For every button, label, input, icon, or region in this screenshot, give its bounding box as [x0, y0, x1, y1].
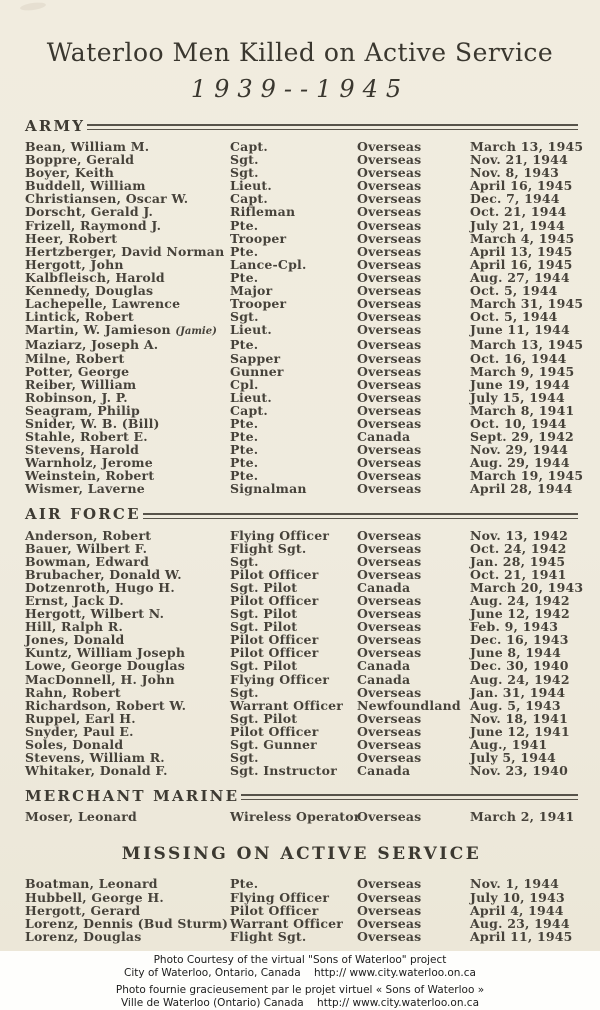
location-cell: Overseas	[357, 204, 422, 220]
location-cell: Overseas	[357, 553, 422, 569]
section-title: ARMY	[25, 116, 86, 135]
name-text: Buddell, William	[25, 178, 146, 194]
name-cell	[25, 323, 230, 338]
location-cell: Overseas	[357, 915, 422, 931]
name-text: Warnholz, Jerome	[25, 455, 153, 471]
date-cell: June 11, 1944	[470, 322, 570, 338]
date-cell: Aug. 24, 1942	[470, 593, 570, 608]
section-title: MERCHANT MARINE	[25, 786, 240, 805]
name-text: Hergott, John	[25, 256, 124, 272]
rank-cell: Flight Sgt.	[230, 540, 307, 556]
name-text: Hubbell, George H.	[25, 889, 164, 905]
date-cell: Aug. 24, 1942	[470, 671, 570, 687]
location-cell: Canada	[357, 658, 411, 674]
section-rows	[25, 877, 578, 942]
date-cell: July 5, 1944	[470, 750, 556, 766]
section-rows	[25, 810, 578, 823]
date-cell: July 10, 1943	[470, 889, 565, 905]
location-cell: Overseas	[357, 889, 422, 905]
section-rule	[241, 794, 578, 800]
name-text: Whitaker, Donald F.	[25, 763, 168, 779]
name-text: Jones, Donald	[25, 632, 125, 648]
name-text: Dotzenroth, Hugo H.	[25, 579, 175, 595]
section-header	[25, 787, 578, 804]
date-cell: July 15, 1944	[470, 389, 565, 405]
date-cell: Aug. 23, 1944	[470, 915, 570, 931]
date-cell: Nov. 29, 1944	[470, 442, 568, 458]
location-cell: Overseas	[357, 632, 422, 648]
location-cell: Overseas	[357, 389, 422, 405]
date-cell: Aug. 27, 1944	[470, 269, 570, 285]
name-text: Reiber, William	[25, 376, 137, 392]
date-cell: Oct. 21, 1944	[470, 204, 567, 220]
location-cell: Overseas	[357, 191, 422, 207]
date-cell: Oct. 5, 1944	[470, 283, 558, 299]
name-text: Milne, Robert	[25, 350, 125, 366]
rank-cell: Signalman	[230, 481, 307, 497]
name-text: Anderson, Robert	[25, 527, 152, 543]
rank-cell: Sgt.	[230, 750, 259, 766]
name-text: Bowman, Edward	[25, 553, 150, 569]
date-cell: Aug., 1941	[470, 737, 548, 753]
location-cell: Canada	[357, 671, 411, 687]
rank-cell: Sgt.	[230, 152, 259, 168]
date-cell: March 4, 1945	[470, 230, 575, 246]
date-cell: Nov. 21, 1944	[470, 152, 568, 168]
caption-line: City of Waterloo, Ontario, Canada http:// www.city.waterloo.on.ca	[124, 967, 476, 979]
name-cell	[25, 482, 230, 495]
rank-cell: Sgt. Instructor	[230, 763, 337, 779]
table-row	[25, 930, 578, 943]
date-cell: June 12, 1942	[470, 606, 570, 622]
rank-cell: Trooper	[230, 296, 287, 312]
date-cell: Nov. 8, 1943	[470, 165, 560, 181]
date-cell: April 4, 1944	[470, 902, 564, 918]
rank-cell: Sgt.	[230, 553, 259, 569]
location-cell: Overseas	[357, 527, 422, 543]
date-cell: April 11, 1945	[470, 928, 573, 944]
caption-line: Ville de Waterloo (Ontario) Canada http:// www.city.waterloo.on.ca	[120, 997, 480, 1009]
section-title: AIR FORCE	[25, 505, 141, 524]
location-cell: Overseas	[357, 283, 422, 299]
name-text: Dorscht, Gerald J.	[25, 204, 154, 220]
rank-cell: Pilot Officer	[230, 566, 319, 582]
date-cell: July 21, 1944	[470, 217, 565, 233]
rank-cell: Sgt. Pilot	[230, 658, 298, 674]
location-cell: Overseas	[357, 928, 422, 944]
location-cell: Overseas	[357, 566, 422, 582]
location-cell: Overseas	[357, 750, 422, 766]
date-cell: Nov. 13, 1942	[470, 527, 568, 543]
name-text: Robinson, J. P.	[25, 389, 128, 405]
location-cell: Overseas	[357, 376, 422, 392]
rank-cell: Rifleman	[230, 204, 296, 220]
name-text: Stahle, Robert E.	[25, 429, 148, 445]
location-cell: Overseas	[357, 468, 422, 484]
name-text: Hill, Ralph R.	[25, 619, 124, 635]
name-text: Lowe, George Douglas	[25, 658, 186, 674]
name-text: Richardson, Robert W.	[25, 697, 187, 713]
name-text: Ernst, Jack D.	[25, 593, 124, 608]
date-cell: March 13, 1945	[470, 337, 584, 353]
name-text: Christiansen, Oscar W.	[25, 191, 189, 207]
date-cell: April 28, 1944	[470, 481, 573, 497]
date-cell: Dec. 7, 1944	[470, 191, 560, 207]
name-text: Kuntz, William Joseph	[25, 645, 186, 661]
name-cell	[25, 764, 230, 777]
name-text: Hergott, Wilbert N.	[25, 606, 165, 622]
section-rule	[143, 513, 578, 519]
name-text: Lorenz, Douglas	[25, 928, 142, 944]
name-text: Boatman, Leonard	[25, 876, 158, 892]
name-text: Maziarz, Joseph A.	[25, 337, 159, 353]
date-cell: Sept. 29, 1942	[470, 429, 574, 445]
location-cell: Overseas	[357, 606, 422, 622]
location-cell: Overseas	[357, 363, 422, 379]
date-cell: Aug. 29, 1944	[470, 455, 570, 471]
location-cell: Overseas	[357, 322, 422, 338]
date-cell: Dec. 30, 1940	[470, 658, 569, 674]
location-cell: Overseas	[357, 442, 422, 458]
page-subtitle: 1939--1945	[190, 75, 410, 103]
location-cell: Overseas	[357, 415, 422, 431]
rank-cell: Flying Officer	[230, 889, 330, 905]
name-text: Potter, George	[25, 363, 130, 379]
name-text: Boyer, Keith	[25, 165, 115, 181]
rank-cell: Sgt.	[230, 309, 259, 325]
section-title-centered: MISSING ON ACTIVE SERVICE	[121, 844, 482, 865]
section-rows	[25, 139, 584, 497]
rank-cell: Flying Officer	[230, 527, 330, 543]
rank-cell: Warrant Officer	[230, 697, 344, 713]
rank-cell: Pilot Officer	[230, 902, 319, 918]
location-cell: Overseas	[357, 337, 422, 353]
caption-line: Photo Courtesy of the virtual "Sons of Waterloo" project	[153, 954, 447, 966]
date-cell: Aug. 5, 1943	[470, 697, 561, 713]
photo-caption	[0, 951, 600, 1010]
rank-cell: Pte.	[230, 455, 259, 471]
name-text: Hergott, Gerard	[25, 902, 141, 918]
location-cell: Overseas	[357, 269, 422, 285]
name-text: Ruppel, Earl H.	[25, 710, 136, 726]
date-cell: Jan. 31, 1944	[470, 684, 566, 700]
name-text: Frizell, Raymond J.	[25, 217, 162, 233]
name-text: Snider, W. B. (Bill)	[25, 415, 160, 431]
location-cell: Overseas	[357, 619, 422, 635]
name-note: (Jamie)	[175, 326, 217, 338]
date-cell: March 19, 1945	[470, 468, 584, 484]
location-cell: Overseas	[357, 737, 422, 753]
location-cell: Overseas	[357, 481, 422, 497]
date-cell: Oct. 21, 1941	[470, 566, 567, 582]
name-text: Lorenz, Dennis (Bud Sturm)	[25, 915, 229, 931]
location-cell: Overseas	[357, 178, 422, 194]
page-title: Waterloo Men Killed on Active Service	[46, 38, 554, 67]
rank-cell: Pte.	[230, 468, 259, 484]
rank-cell: Sgt. Gunner	[230, 737, 317, 753]
table-row	[25, 764, 578, 777]
name-text: MacDonnell, H. John	[25, 671, 175, 687]
location-cell: Overseas	[357, 723, 422, 739]
section-header	[25, 117, 578, 134]
rank-cell: Capt.	[230, 139, 268, 154]
name-text: Bauer, Wilbert F.	[25, 540, 148, 556]
rank-cell: Gunner	[230, 363, 284, 379]
rank-cell: Pte.	[230, 269, 259, 285]
location-cell: Overseas	[357, 902, 422, 918]
name-text: Moser, Leonard	[25, 809, 137, 825]
name-text: Soles, Donald	[25, 737, 124, 753]
rank-cell: Trooper	[230, 230, 287, 246]
location-cell: Newfoundland	[357, 697, 461, 713]
caption-line: Photo fournie gracieusement par le projet virtuel « Sons of Waterloo »	[115, 984, 485, 996]
date-cell: June 8, 1944	[470, 645, 561, 661]
location-cell: Overseas	[357, 350, 422, 366]
name-text: Martin, W. Jamieson	[25, 322, 176, 338]
date-cell: April 16, 1945	[470, 178, 573, 194]
date-cell: March 20, 1943	[470, 579, 584, 595]
date-cell: March 8, 1941	[470, 402, 575, 418]
rank-cell: Sapper	[230, 350, 281, 366]
location-cell: Overseas	[357, 165, 422, 181]
date-cell: Nov. 1, 1944	[470, 876, 560, 892]
location-cell: Overseas	[357, 455, 422, 471]
location-cell: Overseas	[357, 593, 422, 608]
name-text: Lintick, Robert	[25, 309, 134, 325]
location-cell: Overseas	[357, 876, 422, 892]
date-cell: March 9, 1945	[470, 363, 575, 379]
rank-cell: Capt.	[230, 402, 268, 418]
rank-cell: Pte.	[230, 217, 259, 233]
location-cell: Overseas	[357, 256, 422, 272]
location-cell: Canada	[357, 429, 411, 445]
name-cell	[25, 930, 230, 943]
date-cell: Nov. 23, 1940	[470, 763, 568, 779]
rank-cell: Flying Officer	[230, 671, 330, 687]
date-cell: Oct. 5, 1944	[470, 309, 558, 325]
rank-cell: Lance-Cpl.	[230, 256, 307, 272]
location-cell: Overseas	[357, 217, 422, 233]
rank-cell: Pte.	[230, 876, 259, 892]
rank-cell: Lieut.	[230, 178, 272, 194]
name-text: Bean, William M.	[25, 139, 150, 154]
location-cell: Overseas	[357, 309, 422, 325]
location-cell: Overseas	[357, 710, 422, 726]
rank-cell: Wireless Operator	[230, 809, 361, 825]
location-cell: Overseas	[357, 230, 422, 246]
date-cell: Oct. 16, 1944	[470, 350, 567, 366]
location-cell: Overseas	[357, 540, 422, 556]
location-cell: Canada	[357, 763, 411, 779]
rank-cell: Sgt. Pilot	[230, 710, 298, 726]
date-cell: Feb. 9, 1943	[470, 619, 559, 635]
section-header	[25, 506, 578, 523]
rank-cell: Sgt. Pilot	[230, 606, 298, 622]
name-text: Stevens, William R.	[25, 750, 165, 766]
location-cell: Overseas	[357, 684, 422, 700]
rank-cell: Pilot Officer	[230, 632, 319, 648]
name-text: Wismer, Laverne	[25, 481, 145, 497]
location-cell: Canada	[357, 579, 411, 595]
name-text: Rahn, Robert	[25, 684, 121, 700]
rank-cell: Cpl.	[230, 376, 259, 392]
name-text: Heer, Robert	[25, 230, 118, 246]
rank-cell: Capt.	[230, 191, 268, 207]
name-cell	[25, 810, 230, 823]
rank-cell: Lieut.	[230, 322, 272, 338]
name-text: Kennedy, Douglas	[25, 283, 154, 299]
table-row	[25, 323, 578, 338]
date-cell: June 12, 1941	[470, 723, 570, 739]
date-cell: Oct. 10, 1944	[470, 415, 567, 431]
name-text: Boppre, Gerald	[25, 152, 135, 168]
date-cell: March 2, 1941	[470, 809, 575, 825]
rank-cell: Pte.	[230, 337, 259, 353]
sections-container	[25, 116, 584, 944]
rank-cell: Pilot Officer	[230, 593, 319, 608]
date-cell: March 13, 1945	[470, 139, 584, 154]
name-text: Seagram, Philip	[25, 402, 140, 418]
rank-cell: Pte.	[230, 415, 259, 431]
location-cell: Overseas	[357, 243, 422, 259]
name-text: Brubacher, Donald W.	[25, 566, 182, 582]
rank-cell: Sgt. Pilot	[230, 579, 298, 595]
rank-cell: Sgt.	[230, 165, 259, 181]
date-cell: April 16, 1945	[470, 256, 573, 272]
rank-cell: Flight Sgt.	[230, 928, 307, 944]
section-rows	[25, 527, 584, 779]
date-cell: March 31, 1945	[470, 296, 584, 312]
date-cell: June 19, 1944	[470, 376, 570, 392]
rank-cell: Major	[230, 283, 273, 299]
table-row	[25, 482, 578, 495]
date-cell: Dec. 16, 1943	[470, 632, 569, 648]
rank-cell: Sgt.	[230, 684, 259, 700]
location-cell: Overseas	[357, 402, 422, 418]
location-cell: Overseas	[357, 809, 422, 825]
location-cell: Overseas	[357, 296, 422, 312]
rank-cell: Lieut.	[230, 389, 272, 405]
name-text: Kalbfleisch, Harold	[25, 269, 165, 285]
date-cell: April 13, 1945	[470, 243, 573, 259]
name-text: Stevens, Harold	[25, 442, 140, 458]
table-row	[25, 810, 578, 823]
rank-cell: Sgt. Pilot	[230, 619, 298, 635]
date-cell: Jan. 28, 1945	[470, 553, 566, 569]
rank-cell: Pte.	[230, 429, 259, 445]
name-text: Weinstein, Robert	[25, 468, 155, 484]
location-cell: Overseas	[357, 139, 422, 154]
rank-cell: Pte.	[230, 442, 259, 458]
location-cell: Overseas	[357, 152, 422, 168]
section-rule	[87, 124, 578, 130]
date-cell: Nov. 18, 1941	[470, 710, 568, 726]
name-text: Hertzberger, David Norman	[25, 243, 225, 259]
rank-cell: Pilot Officer	[230, 645, 319, 661]
name-text: Lachepelle, Lawrence	[25, 296, 181, 312]
rank-cell: Pilot Officer	[230, 723, 319, 739]
date-cell: Oct. 24, 1942	[470, 540, 567, 556]
location-cell: Overseas	[357, 645, 422, 661]
name-text: Snyder, Paul E.	[25, 723, 134, 739]
rank-cell: Warrant Officer	[230, 915, 344, 931]
rank-cell: Pte.	[230, 243, 259, 259]
